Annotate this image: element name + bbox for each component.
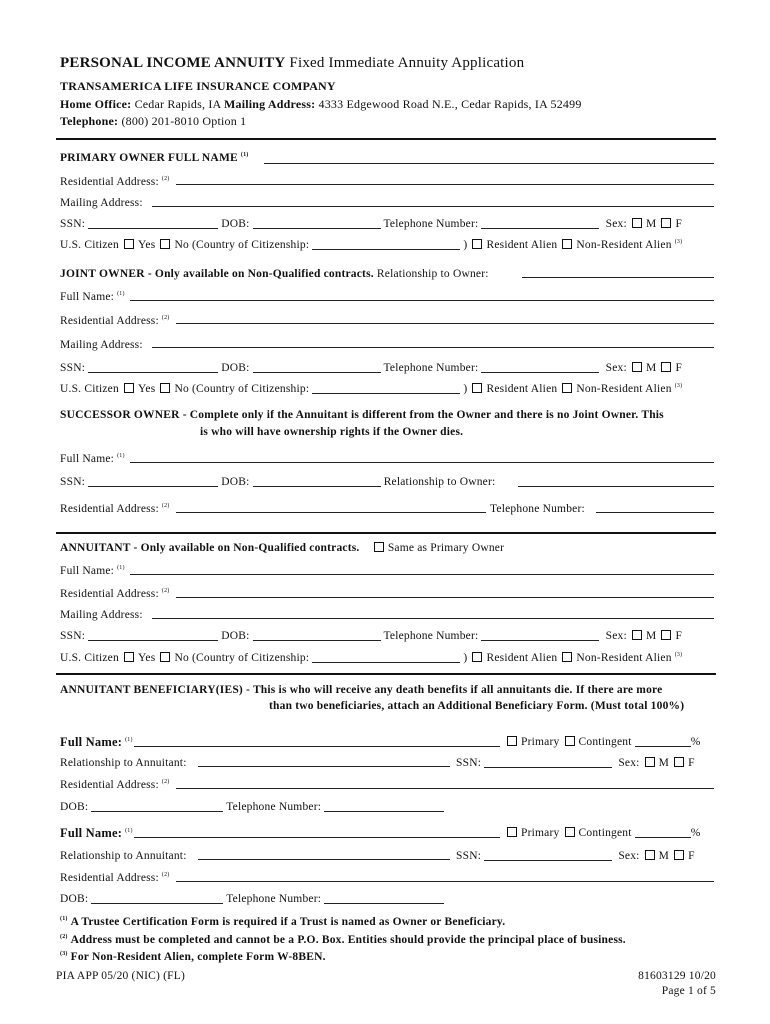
- so-ssn-row: [60, 476, 495, 488]
- joint-owner-heading-row: [60, 268, 489, 280]
- no-country-label: No (Country of Citizenship:: [174, 652, 310, 664]
- an-residential-field[interactable]: [176, 597, 714, 598]
- f-label: F: [688, 757, 695, 769]
- percent-label: %: [690, 827, 701, 839]
- ssn-label: SSN:: [60, 476, 86, 488]
- footnote-ref: (1): [125, 828, 133, 834]
- dob-label: DOB:: [221, 218, 250, 230]
- jo-residential-field[interactable]: [176, 323, 714, 324]
- footnote-text: For Non-Resident Alien, complete Form W-8BEN.: [70, 951, 326, 963]
- ssn-field[interactable]: [88, 218, 218, 229]
- an-mailing-field[interactable]: [152, 618, 714, 619]
- contingent-label: Contingent: [578, 827, 632, 839]
- label-text: Full Name:: [60, 565, 115, 577]
- footnote-ref: (3): [674, 383, 683, 389]
- footnote-ref: (2): [161, 503, 170, 509]
- section-divider: [56, 138, 716, 140]
- resident-alien-label: Resident Alien: [486, 652, 558, 664]
- b1-relationship-label: Relationship to Annuitant:: [60, 757, 187, 769]
- form-title: [60, 55, 524, 72]
- home-office-line: [60, 97, 582, 112]
- sex-m-checkbox[interactable]: [632, 630, 642, 640]
- telephone-field[interactable]: [324, 801, 444, 812]
- jo-fullname-label: [60, 291, 125, 303]
- citizen-no-checkbox[interactable]: [160, 239, 170, 249]
- an-ssn-row: [60, 630, 682, 642]
- yes-label: Yes: [138, 383, 156, 395]
- telephone-value: (800) 201-8010 Option 1: [121, 114, 247, 128]
- footnote-1: [60, 916, 505, 928]
- title-bold: PERSONAL INCOME ANNUITY: [60, 55, 286, 71]
- page-number: Page 1 of 5: [661, 985, 716, 997]
- sex-label: Sex:: [605, 218, 627, 230]
- footnote-mark: (1): [60, 916, 68, 922]
- sex-label: Sex:: [618, 757, 640, 769]
- b1-residential-field[interactable]: [176, 788, 714, 789]
- footnote-ref: (1): [117, 565, 125, 571]
- doc-number: 81603129 10/20: [638, 970, 716, 982]
- non-resident-alien-label: Non-Resident Alien: [576, 383, 672, 395]
- yes-label: Yes: [138, 652, 156, 664]
- telephone-label: Telephone Number:: [383, 630, 479, 642]
- non-resident-alien-checkbox[interactable]: [562, 239, 572, 249]
- b1-contingent-checkbox[interactable]: [565, 736, 575, 746]
- telephone-label: Telephone Number:: [226, 893, 322, 905]
- ssn-label: SSN:: [60, 218, 86, 230]
- jo-ssn-row: [60, 362, 682, 374]
- beneficiary-heading-line1: ANNUITANT BENEFICIARY(IES) - This is who will receive any death benefits if all annuitants die. If there are more: [60, 684, 663, 696]
- dob-label: DOB:: [221, 476, 250, 488]
- dob-field[interactable]: [91, 801, 223, 812]
- label-text: Full Name:: [60, 735, 123, 749]
- non-resident-alien-label: Non-Resident Alien: [576, 652, 672, 664]
- sex-f-checkbox[interactable]: [661, 362, 671, 372]
- sex-f-checkbox[interactable]: [661, 218, 671, 228]
- footnote-ref: (2): [161, 315, 170, 321]
- telephone-field[interactable]: [481, 630, 599, 641]
- an-citizen-row: [60, 652, 682, 664]
- footnote-ref: (1): [125, 737, 133, 743]
- dob-label: DOB:: [60, 893, 89, 905]
- label-text: Residential Address:: [60, 872, 159, 884]
- m-label: M: [658, 757, 670, 769]
- b2-residential-label: [60, 872, 169, 884]
- m-label: M: [645, 362, 657, 374]
- b2-dob-row: [60, 893, 444, 905]
- jo-mailing-label: Mailing Address:: [60, 339, 143, 351]
- same-as-owner-label: Same as Primary Owner: [387, 542, 505, 554]
- b1-fullname-field[interactable]: [134, 746, 500, 747]
- footnote-ref: (2): [161, 588, 170, 594]
- po-citizen-row: [60, 239, 682, 251]
- us-citizen-label: U.S. Citizen: [60, 383, 119, 395]
- telephone-label: Telephone Number:: [383, 362, 479, 374]
- ssn-field[interactable]: [484, 757, 612, 768]
- b2-primary-checkbox[interactable]: [507, 827, 517, 837]
- ssn-label: SSN:: [60, 630, 86, 642]
- footnote-ref: (1): [117, 453, 125, 459]
- so-residential-field[interactable]: [176, 512, 486, 513]
- sex-f-checkbox[interactable]: [674, 850, 684, 860]
- primary-owner-heading-text: PRIMARY OWNER FULL NAME: [60, 152, 238, 164]
- primary-label: Primary: [521, 827, 560, 839]
- b2-percent-field[interactable]: [635, 827, 691, 838]
- an-fullname-field[interactable]: [130, 574, 714, 575]
- b1-relationship-field[interactable]: [198, 766, 450, 767]
- jo-fullname-field[interactable]: [130, 300, 714, 301]
- sex-m-checkbox[interactable]: [645, 757, 655, 767]
- primary-label: Primary: [521, 736, 560, 748]
- b1-residential-label: [60, 779, 169, 791]
- ssn-field[interactable]: [88, 362, 218, 373]
- footnote-mark: (2): [60, 934, 68, 940]
- dob-field[interactable]: [253, 218, 381, 229]
- footnote-ref: (2): [161, 872, 170, 878]
- jo-citizen-row: [60, 383, 682, 395]
- contingent-label: Contingent: [578, 736, 632, 748]
- b1-percent-field[interactable]: [635, 736, 691, 747]
- resident-alien-label: Resident Alien: [486, 239, 558, 251]
- label-text: Residential Address:: [60, 779, 159, 791]
- m-label: M: [658, 850, 670, 862]
- b2-fullname-label: [60, 826, 133, 841]
- footnote-mark: (3): [60, 951, 68, 957]
- non-resident-alien-checkbox[interactable]: [562, 652, 572, 662]
- telephone-label: Telephone Number:: [226, 801, 322, 813]
- resident-alien-checkbox[interactable]: [472, 383, 482, 393]
- resident-alien-label: Resident Alien: [486, 383, 558, 395]
- b2-contingent-checkbox[interactable]: [565, 827, 575, 837]
- po-residential-field[interactable]: [176, 184, 714, 185]
- po-residential-label: [60, 176, 169, 188]
- mailing-label: Mailing Address:: [223, 97, 316, 111]
- b2-type-row: [505, 827, 701, 839]
- dob-label: DOB:: [60, 801, 89, 813]
- b2-ssn-row: [456, 850, 695, 862]
- dob-field[interactable]: [91, 893, 223, 904]
- b1-primary-checkbox[interactable]: [507, 736, 517, 746]
- dob-label: DOB:: [221, 630, 250, 642]
- close-paren: ): [463, 383, 468, 395]
- percent-label: %: [690, 736, 701, 748]
- home-office-label: Home Office:: [60, 97, 132, 111]
- telephone-label: Telephone:: [60, 114, 119, 128]
- m-label: M: [645, 218, 657, 230]
- footnote-3: [60, 951, 326, 963]
- jo-mailing-field[interactable]: [152, 347, 714, 348]
- company-name: TRANSAMERICA LIFE INSURANCE COMPANY: [60, 79, 336, 93]
- dob-label: DOB:: [221, 362, 250, 374]
- b1-fullname-label: [60, 735, 133, 750]
- an-fullname-label: [60, 565, 125, 577]
- non-resident-alien-label: Non-Resident Alien: [576, 239, 672, 251]
- telephone-field[interactable]: [481, 218, 599, 229]
- b2-relationship-field[interactable]: [198, 859, 450, 860]
- b2-relationship-label: Relationship to Annuitant:: [60, 850, 187, 862]
- b1-type-row: [505, 736, 701, 748]
- label-text: Full Name:: [60, 826, 123, 840]
- so-fullname-label: [60, 453, 125, 465]
- ssn-label: SSN:: [60, 362, 86, 374]
- us-citizen-label: U.S. Citizen: [60, 239, 119, 251]
- form-code: PIA APP 05/20 (NIC) (FL): [56, 970, 185, 982]
- label-text: Residential Address:: [60, 503, 159, 515]
- section-divider: [56, 673, 716, 675]
- no-country-label: No (Country of Citizenship:: [174, 383, 310, 395]
- sex-label: Sex:: [605, 362, 627, 374]
- label-text: Residential Address:: [60, 315, 159, 327]
- country-field[interactable]: [312, 383, 460, 394]
- f-label: F: [675, 218, 683, 230]
- so-telephone-field[interactable]: [596, 512, 714, 513]
- f-label: F: [675, 362, 683, 374]
- close-paren: ): [463, 652, 468, 664]
- label-text: Residential Address:: [60, 176, 159, 188]
- so-relationship-field[interactable]: [518, 486, 714, 487]
- country-field[interactable]: [312, 239, 460, 250]
- citizen-no-checkbox[interactable]: [160, 383, 170, 393]
- no-country-label: No (Country of Citizenship:: [174, 239, 310, 251]
- label-text: Full Name:: [60, 453, 115, 465]
- footnote-ref: (1): [117, 291, 125, 297]
- label-text: Residential Address:: [60, 588, 159, 600]
- primary-owner-heading: [60, 152, 248, 164]
- sex-m-checkbox[interactable]: [645, 850, 655, 860]
- close-paren: ): [463, 239, 468, 251]
- footnote-ref: (3): [674, 652, 683, 658]
- beneficiary-heading-line2: than two beneficiaries, attach an Additional Beneficiary Form. (Must total 100%): [269, 700, 685, 712]
- jo-residential-label: [60, 315, 169, 327]
- b2-fullname-field[interactable]: [134, 837, 500, 838]
- sex-f-checkbox[interactable]: [661, 630, 671, 640]
- citizen-yes-checkbox[interactable]: [124, 652, 134, 662]
- b1-dob-row: [60, 801, 444, 813]
- primary-owner-name-field[interactable]: [264, 163, 714, 164]
- so-residential-label: [60, 503, 169, 515]
- citizen-yes-checkbox[interactable]: [124, 383, 134, 393]
- b2-residential-field[interactable]: [176, 881, 714, 882]
- an-residential-label: [60, 588, 169, 600]
- section-divider: [56, 532, 716, 534]
- dob-field[interactable]: [253, 476, 381, 487]
- f-label: F: [675, 630, 683, 642]
- footnote-ref: (3): [674, 239, 683, 245]
- an-mailing-label: Mailing Address:: [60, 609, 143, 621]
- ssn-field[interactable]: [484, 850, 612, 861]
- resident-alien-checkbox[interactable]: [472, 652, 482, 662]
- us-citizen-label: U.S. Citizen: [60, 652, 119, 664]
- b1-ssn-row: [456, 757, 695, 769]
- jo-relationship-label: Relationship to Owner:: [376, 268, 489, 280]
- home-office-value: Cedar Rapids, IA: [134, 97, 221, 111]
- telephone-label: Telephone Number:: [383, 218, 479, 230]
- sex-f-checkbox[interactable]: [674, 757, 684, 767]
- ssn-label: SSN:: [456, 757, 482, 769]
- yes-label: Yes: [138, 239, 156, 251]
- country-field[interactable]: [312, 652, 460, 663]
- successor-heading-line2: is who will have ownership rights if the Owner dies.: [200, 426, 464, 438]
- footnote-text: A Trustee Certification Form is required if a Trust is named as Owner or Beneficiary.: [70, 916, 506, 928]
- sex-m-checkbox[interactable]: [632, 362, 642, 372]
- successor-heading-line1: SUCCESSOR OWNER - Complete only if the Annuitant is different from the Owner and there is no Joint Owner. This: [60, 409, 664, 421]
- label-text: Full Name:: [60, 291, 115, 303]
- ssn-field[interactable]: [88, 630, 218, 641]
- footnote-2: [60, 934, 626, 946]
- f-label: F: [688, 850, 695, 862]
- so-telephone-label: Telephone Number:: [490, 503, 585, 515]
- sex-label: Sex:: [605, 630, 627, 642]
- po-ssn-row: [60, 218, 682, 230]
- dob-field[interactable]: [253, 362, 381, 373]
- footnote-ref: (2): [161, 176, 170, 182]
- citizen-yes-checkbox[interactable]: [124, 239, 134, 249]
- telephone-line: [60, 114, 246, 129]
- annuitant-heading: ANNUITANT - Only available on Non-Qualified contracts.: [60, 542, 360, 554]
- m-label: M: [645, 630, 657, 642]
- footnote-ref: (2): [161, 779, 170, 785]
- telephone-field[interactable]: [481, 362, 599, 373]
- footnote-text: Address must be completed and cannot be a P.O. Box. Entities should provide the principal place of business.: [70, 934, 626, 946]
- non-resident-alien-checkbox[interactable]: [562, 383, 572, 393]
- telephone-field[interactable]: [324, 893, 444, 904]
- footnote-ref: (1): [240, 152, 249, 158]
- same-as-owner-checkbox[interactable]: [374, 542, 384, 552]
- citizen-no-checkbox[interactable]: [160, 652, 170, 662]
- dob-field[interactable]: [253, 630, 381, 641]
- jo-relationship-field[interactable]: [522, 277, 714, 278]
- joint-owner-heading: JOINT OWNER - Only available on Non-Qualified contracts.: [60, 268, 374, 280]
- po-mailing-label: Mailing Address:: [60, 197, 143, 209]
- so-fullname-field[interactable]: [130, 462, 714, 463]
- po-mailing-field[interactable]: [152, 206, 714, 207]
- sex-m-checkbox[interactable]: [632, 218, 642, 228]
- title-rest: Fixed Immediate Annuity Application: [289, 55, 525, 71]
- resident-alien-checkbox[interactable]: [472, 239, 482, 249]
- relationship-label: Relationship to Owner:: [383, 476, 496, 488]
- sex-label: Sex:: [618, 850, 640, 862]
- mailing-value: 4333 Edgewood Road N.E., Cedar Rapids, IA 52499: [318, 97, 582, 111]
- annuitant-heading-row: [60, 542, 504, 554]
- ssn-label: SSN:: [456, 850, 482, 862]
- ssn-field[interactable]: [88, 476, 218, 487]
